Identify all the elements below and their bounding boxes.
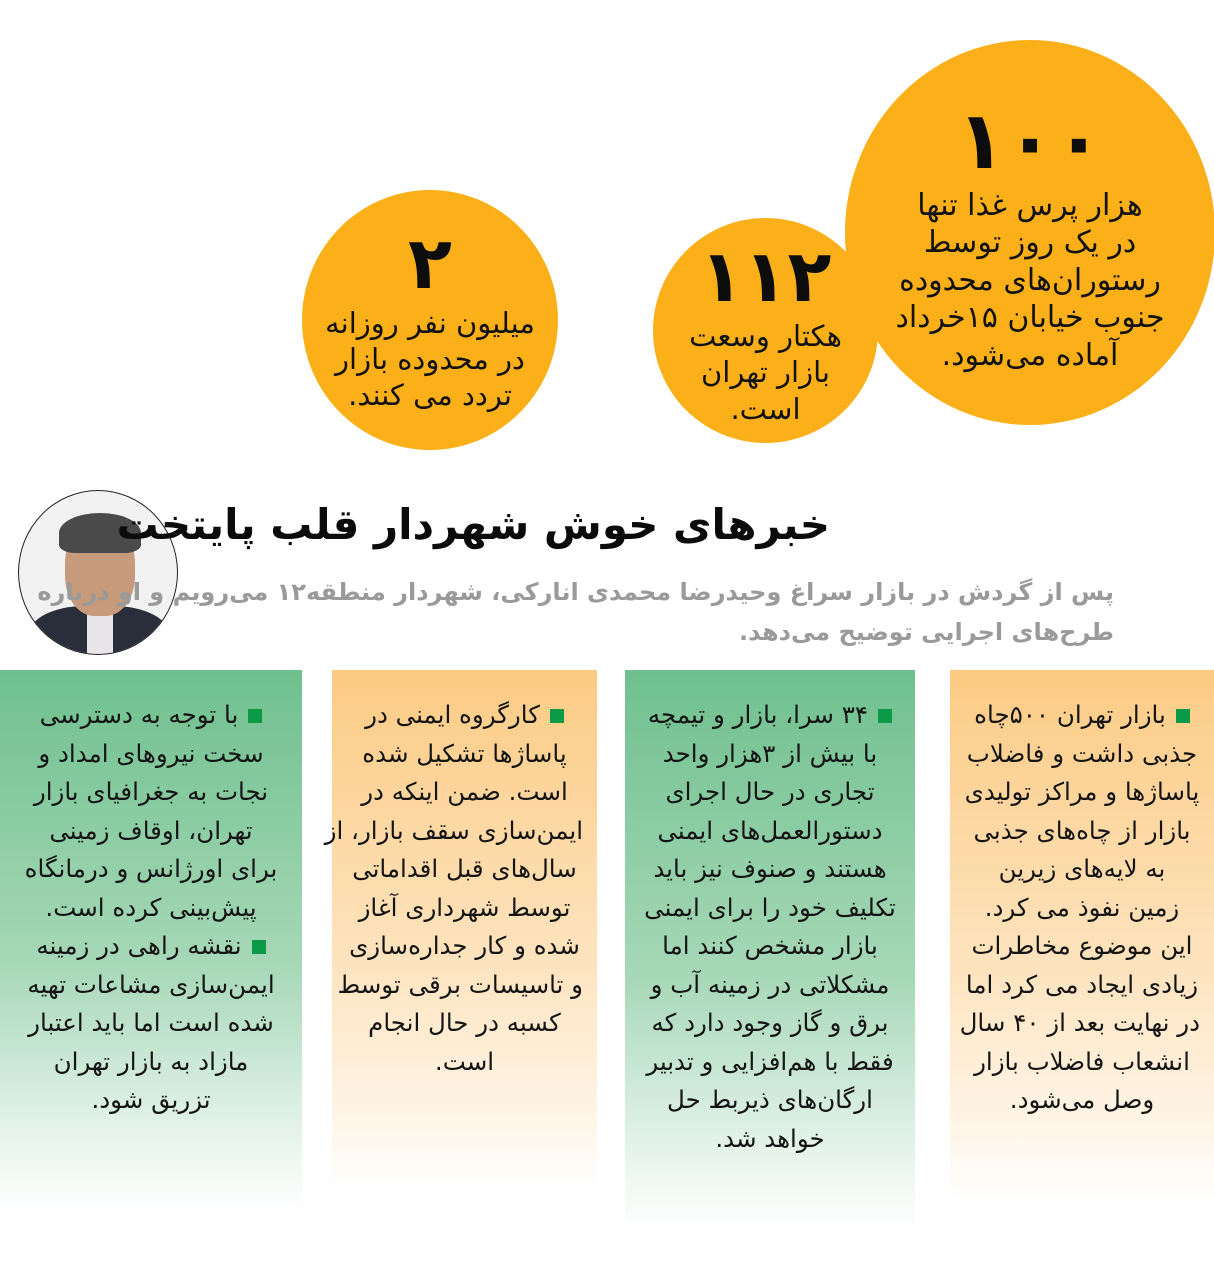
subtitle: پس از گردش در بازار سراغ وحیدرضا محمدی انارکی، شهردار منطقه۱۲ می‌رویم و او درباره طرح‌های اجرایی توضیح می‌دهد. (37, 578, 1114, 646)
page-title: خبرهای خوش شهردار قلب پایتخت (116, 500, 830, 549)
bullet-paragraph: ۳۴ سرا، بازار و تیمچه با بیش از ۳هزار واحد تجاری در حال اجرای دستورالعمل‌های ایمنی هستند و صنوف نیز باید تکلیف خود را برای ایمنی بازار مشخص کنند اما مشکلاتی در زمینه آب و برق و گاز وجود دارد که فقط با هم‌افزایی و تدبیر ارگان‌های ذیربط حل خواهد شد. (644, 700, 896, 1153)
stat-number: ۲ (408, 220, 452, 305)
stat-circle-visitors (302, 190, 558, 450)
stat-number: ۱۰۰ (956, 93, 1104, 187)
bullet-square-icon (248, 709, 262, 723)
bullet-square-icon (252, 940, 266, 954)
bullet-paragraph: کارگروه ایمنی در پاساژها تشکیل شده است. ضمن اینکه در ایمن‌سازی سقف بازار، از سال‌های قبل اقداماتی توسط شهرداری آغاز شده و کار جداره‌سازی و تاسیسات برقی توسط کسبه در حال انجام است. (324, 700, 583, 1076)
info-column-safety-instructions (625, 670, 915, 1230)
bullet-square-icon (550, 709, 564, 723)
bullet-paragraph: با توجه به دسترسی سخت نیروهای امداد و نجات به جغرافیای بازار تهران، اوقاف زمینی برای اورژانس و درمانگاه پیش‌بینی کرده است. (24, 700, 278, 922)
info-column-safety-workgroup (324, 670, 597, 1190)
bullet-square-icon (1176, 709, 1190, 723)
stat-number: ۱۱۲ (699, 234, 832, 319)
bullet-paragraph: نقشه راهی در زمینه ایمن‌سازی مشاعات تهیه شده است اما باید اعتبار مازاد به بازار تهران تزریق شود. (27, 931, 275, 1114)
info-column-sewage (950, 670, 1214, 1200)
bullet-paragraph: بازار تهران ۵۰۰چاه جذبی داشت و فاضلاب پاساژها و مراکز تولیدی بازار از چاه‌های جذبی به لایه‌های زیرین زمین نفوذ می کرد. این موضوع مخاطرات زیادی ایجاد می کرد اما در نهایت بعد از ۴۰ سال انشعاب فاضلاب بازار وصل می‌شود. (959, 700, 1200, 1114)
stat-description: هکتار وسعت بازار تهران است. (689, 319, 842, 426)
bullet-square-icon (878, 709, 892, 723)
stat-circle-meals (845, 40, 1214, 425)
stat-description: میلیون نفر روزانه در محدوده بازار تردد می کنند. (325, 305, 535, 413)
stat-circle-area (653, 218, 878, 443)
stat-description: هزار پرس غذا تنها در یک روز توسط رستوران‌های محدوده جنوب خیابان ۱۵خرداد آماده می‌شود. (895, 187, 1165, 373)
info-column-emergency-access (0, 670, 302, 1210)
